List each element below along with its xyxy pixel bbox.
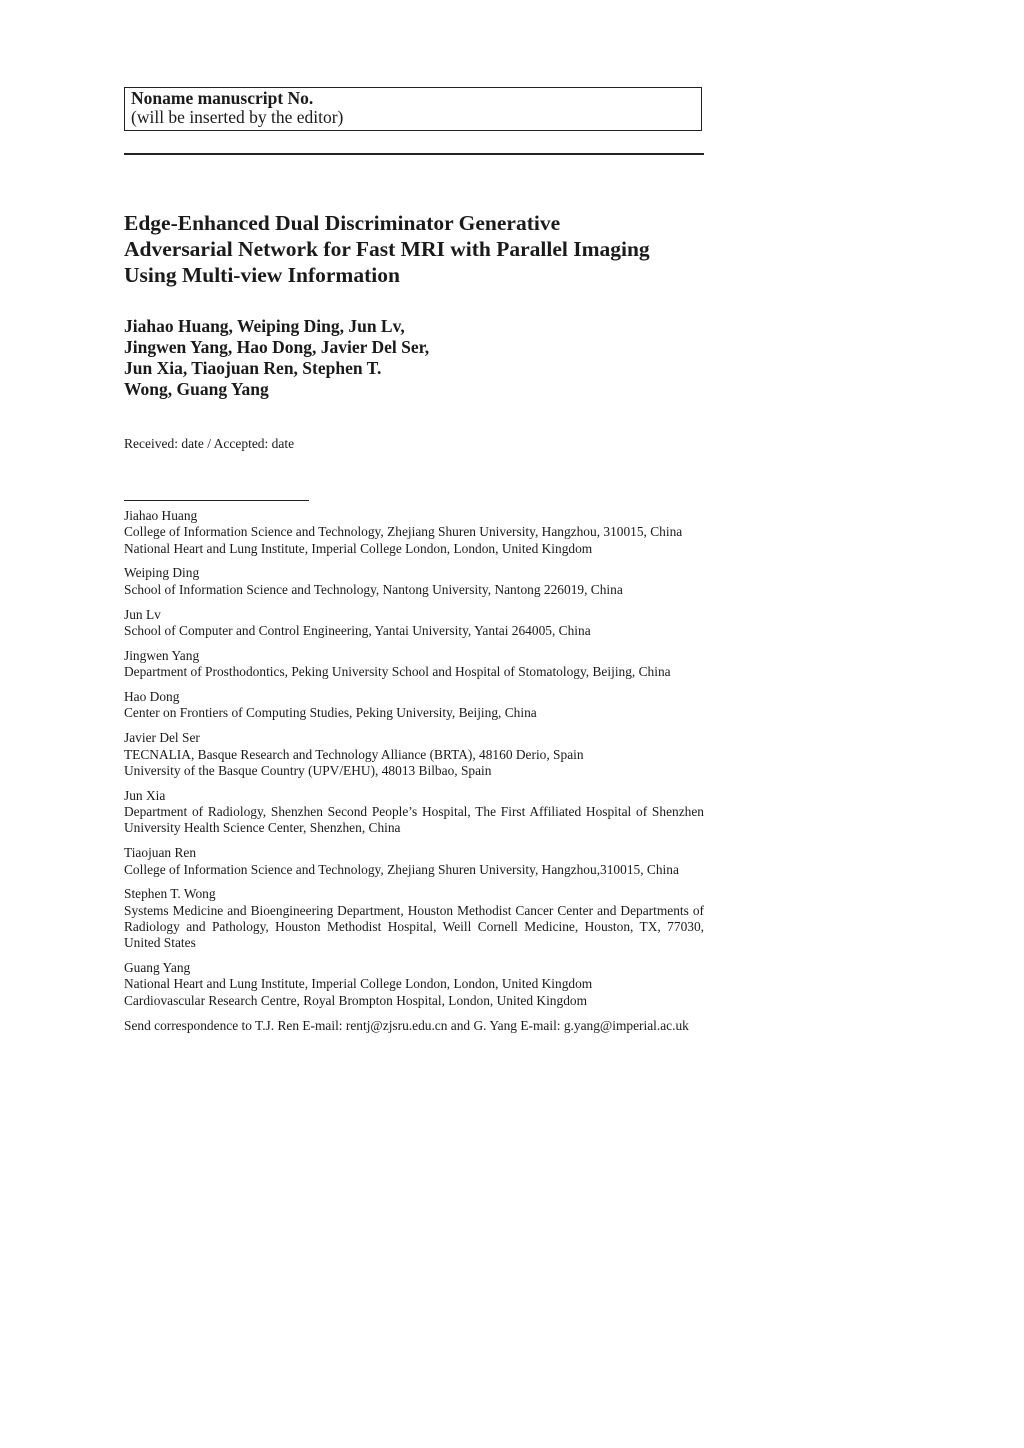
affiliation-institution: University of the Basque Country (UPV/EHU), 48013 Bilbao, Spain bbox=[124, 762, 492, 778]
affiliation-entry bbox=[124, 960, 704, 1009]
editor-note: (will be inserted by the editor) bbox=[131, 107, 344, 127]
affiliation-institution: Department of Prosthodontics, Peking University School and Hospital of Stomatology, Beijing, China bbox=[124, 664, 671, 680]
affiliation-institution: TECNALIA, Basque Research and Technology Alliance (BRTA), 48160 Derio, Spain bbox=[124, 746, 584, 762]
affiliation-institution: Department of Radiology, Shenzhen Second People’s Hospital, The First Affiliated Hospital of Shenzhen University Health Science Center, Shenzhen, China bbox=[124, 804, 704, 836]
affiliation-institution: Center on Frontiers of Computing Studies, Peking University, Beijing, China bbox=[124, 705, 537, 721]
footnote-rule bbox=[124, 500, 309, 501]
affiliation-entry bbox=[124, 565, 704, 598]
affiliation-institution: College of Information Science and Technology, Zhejiang Shuren University, Hangzhou,310015, China bbox=[124, 861, 679, 877]
title-line: Adversarial Network for Fast MRI with Parallel Imaging bbox=[124, 237, 650, 261]
affiliation-entry bbox=[124, 788, 704, 837]
affiliation-author-name: Javier Del Ser bbox=[124, 730, 200, 746]
affiliation-author-name: Hao Dong bbox=[124, 689, 180, 705]
title-line: Edge-Enhanced Dual Discriminator Generative bbox=[124, 211, 561, 235]
manuscript-number-label: Noname manuscript No. bbox=[131, 88, 314, 108]
affiliation-list bbox=[124, 508, 704, 1034]
author-line: Jingwen Yang, Hao Dong, Javier Del Ser, bbox=[124, 337, 430, 357]
affiliation-author-name: Stephen T. Wong bbox=[124, 886, 216, 902]
affiliation-author-name: Jiahao Huang bbox=[124, 508, 198, 523]
affiliation-institution: National Heart and Lung Institute, Imperial College London, London, United Kingdom bbox=[124, 540, 593, 556]
affiliation-institution: Cardiovascular Research Centre, Royal Brompton Hospital, London, United Kingdom bbox=[124, 992, 588, 1008]
affiliation-institution: College of Information Science and Technology, Zhejiang Shuren University, Hangzhou, 310015, China bbox=[124, 524, 683, 540]
manuscript-number-box bbox=[124, 87, 702, 131]
title-line: Using Multi-view Information bbox=[124, 263, 400, 287]
header-rule bbox=[124, 153, 704, 155]
affiliation-entry bbox=[124, 886, 704, 951]
affiliation-entry bbox=[124, 508, 704, 557]
author-line: Jun Xia, Tiaojuan Ren, Stephen T. bbox=[124, 358, 382, 378]
paper-title bbox=[124, 210, 724, 288]
affiliation-author-name: Guang Yang bbox=[124, 960, 191, 976]
received-accepted-dates: Received: date / Accepted: date bbox=[124, 436, 295, 451]
affiliation-institution: Systems Medicine and Bioengineering Department, Houston Methodist Cancer Center and Departments of Radiology and Pathology, Houston Methodist Hospital, Weill Cornell Medicine, Houston, TX, 77030, United States bbox=[124, 902, 704, 951]
affiliation-author-name: Weiping Ding bbox=[124, 565, 200, 581]
author-line: Wong, Guang Yang bbox=[124, 379, 269, 399]
affiliation-entry bbox=[124, 648, 704, 681]
affiliation-institution: National Heart and Lung Institute, Imperial College London, London, United Kingdom bbox=[124, 976, 593, 992]
affiliation-author-name: Tiaojuan Ren bbox=[124, 845, 197, 861]
affiliation-entry bbox=[124, 730, 704, 779]
affiliation-entry bbox=[124, 845, 704, 878]
affiliation-institution: School of Computer and Control Engineering, Yantai University, Yantai 264005, China bbox=[124, 622, 591, 638]
affiliation-entry bbox=[124, 689, 704, 722]
affiliation-author-name: Jun Xia bbox=[124, 787, 166, 803]
author-list bbox=[124, 316, 524, 400]
correspondence-note: Send correspondence to T.J. Ren E-mail: rentj@zjsru.edu.cn and G. Yang E-mail: g.yang@imperial.ac.uk bbox=[124, 1017, 689, 1033]
affiliation-entry bbox=[124, 607, 704, 640]
affiliation-author-name: Jun Lv bbox=[124, 606, 161, 622]
author-line: Jiahao Huang, Weiping Ding, Jun Lv, bbox=[124, 316, 405, 336]
affiliation-author-name: Jingwen Yang bbox=[124, 647, 200, 663]
affiliation-institution: School of Information Science and Technology, Nantong University, Nantong 226019, China bbox=[124, 581, 623, 597]
